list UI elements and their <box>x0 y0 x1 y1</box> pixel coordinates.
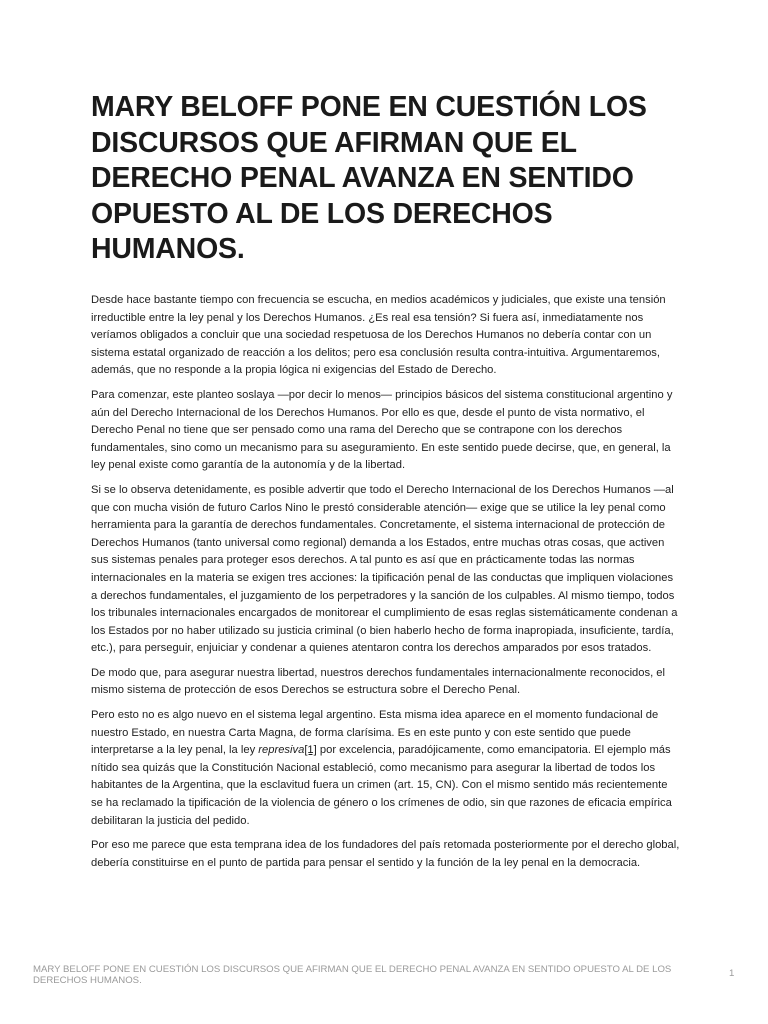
paragraph-6: Por eso me parece que esta temprana idea de los fundadores del país retomada posteriormente por el derecho global, debería constituirse en el punto de partida para pensar el sentido y la función de la ley penal en la democracia. <box>91 839 680 869</box>
italic-term: represiva <box>258 744 305 757</box>
paragraph-3: Si se lo observa detenidamente, es posible advertir que todo el Derecho Internacional de los Derechos Humanos —al que con mucha visión de futuro Carlos Nino le prestó considerable atención— exige que se utilice la ley penal como herramienta para la garantía de derechos fundamentales. Concretamente, el sistema internacional de protección de Derechos Humanos (tanto universal como regional) demanda a los Estados, entre muchas otras cosas, que activen sus sistemas penales para proteger esos derechos. A tal punto es así que en prácticamente todas las normas internacionales en la materia se exigen tres acciones: la tipificación penal de las conductas que impliquen violaciones a derechos fundamentales, el juzgamiento de los perpetradores y la sanción de los culpables. Al mismo tiempo, todos los tribunales internacionales encargados de monitorear el cumplimiento de esas reglas sistemáticamente condenan a los Estados por no haber utilizado su justicia criminal (o bien haberlo hecho de forma inapropiada, insuficiente, tardía, etc.), para perseguir, enjuiciar y condenar a quienes atentaron contra los derechos amparados por esos tratados. <box>91 483 678 655</box>
paragraph-5 <box>91 707 681 830</box>
running-footer: MARY BELOFF PONE EN CUESTIÓN LOS DISCURSOS QUE AFIRMAN QUE EL DERECHO PENAL AVANZA EN SENTIDO OPUESTO AL DE LOS DERECHOS HUMANOS. <box>33 964 672 986</box>
paragraph-5-end: por excelencia, paradójicamente, como emancipatoria. El ejemplo más nítido sea quizás que la Constitución Nacional estableció, como mecanismo para asegurar la libertad de todos los habitantes de la Argentina, que la esclavitud fuera un crimen (art. 15, CN). Con el mismo sentido más recientemente se ha reclamado la tipificación de la violencia de género o los crímenes de odio, sin que razones de eficacia empírica debilitaran la justicia del pedido. <box>91 744 672 827</box>
footnote-link[interactable]: [1] <box>304 744 317 757</box>
paragraph-5-start: Pero esto no es algo nuevo en el sistema legal argentino. Esta misma idea aparece en el momento fundacional de nuestro Estado, en nuestra Carta Magna, de forma clarísima. Es en este punto y con este sentido que puede interpretarse a la ley penal, la ley <box>91 709 659 757</box>
paragraph-4: De modo que, para asegurar nuestra libertad, nuestros derechos fundamentales internacionalmente reconocidos, el mismo sistema de protección de esos Derechos se estructura sobre el Derecho Penal. <box>91 666 666 697</box>
article-title: MARY BELOFF PONE EN CUESTIÓN LOS DISCURSOS QUE AFIRMAN QUE EL DERECHO PENAL AVANZA EN SENTIDO OPUESTO AL DE LOS DERECHOS HUMANOS. <box>91 91 647 265</box>
paragraph-1: Desde hace bastante tiempo con frecuencia se escucha, en medios académicos y judiciales, que existe una tensión irreductible entre la ley penal y los Derechos Humanos. ¿Es real esa tensión? Si fuera así, inmediatamente nos veríamos obligados a concluir que una sociedad respetuosa de los Derechos Humanos no debería contar con un sistema estatal organizado de reacción a los delitos; pero esa conclusión resulta contra-intuitiva. Argumentaremos, además, que no responde a la propia lógica ni exigencias del Estado de Derecho. <box>91 294 666 377</box>
article-body <box>91 292 681 879</box>
paragraph-2: Para comenzar, este planteo soslaya —por decir lo menos— principios básicos del sistema constitucional argentino y aún del Derecho Internacional de los Derechos Humanos. Por ello es que, desde el punto de vista normativo, el Derecho Penal no tiene que ser pensado como una rama del Derecho que se contrapone con los derechos fundamentales, sino como un mecanismo para su aseguramiento. En este sentido puede decirse, que, en general, la ley penal existe como garantía de la autonomía y de la libertad. <box>91 388 673 472</box>
page-number: 1 <box>729 968 735 979</box>
